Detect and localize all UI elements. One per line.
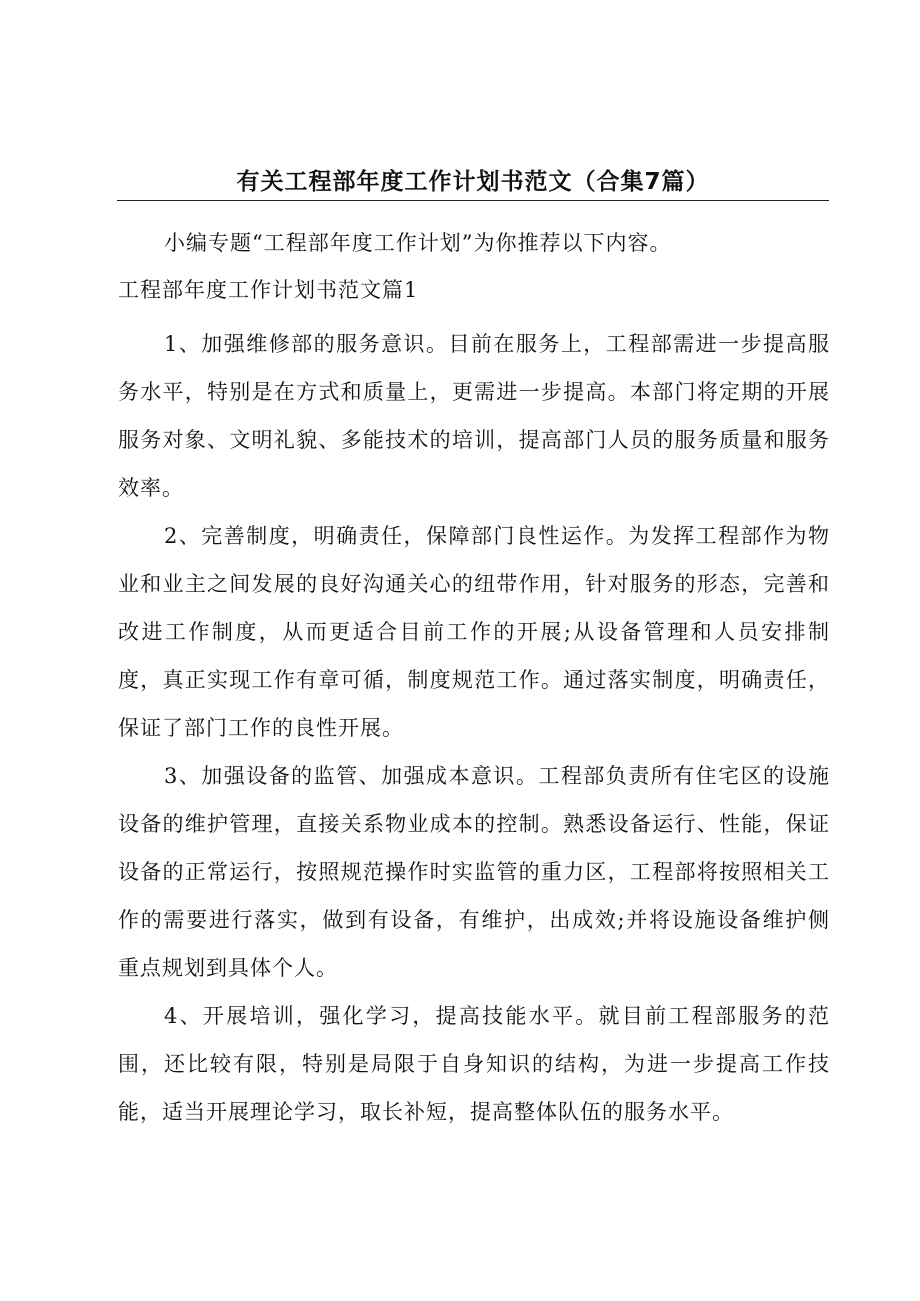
paragraph-2: 2、完善制度，明确责任，保障部门良性运作。为发挥工程部作为物业和业主之间发展的良好沟通关心的纽带作用，针对服务的形态，完善和改进工作制度，从而更适合目前工作的开展;从设备管理和人员安排制度，真正实现工作有章可循，制度规范工作。通过落实制度，明确责任，保证了部门工作的良性开展。 [118,524,830,740]
section-title: 工程部年度工作计划书范文篇1 [118,278,419,302]
document-title: 有关工程部年度工作计划书范文（合集7篇） [236,169,710,195]
paragraph-1: 1、加强维修部的服务意识。目前在服务上，工程部需进一步提高服务水平，特别是在方式和质量上，更需进一步提高。本部门将定期的开展服务对象、文明礼貌、多能技术的培训，提高部门人员的服务质量和服务效率。 [118,332,830,500]
paragraph-4: 4、开展培训，强化学习，提高技能水平。就目前工程部服务的范围，还比较有限，特别是局限于自身知识的结构，为进一步提高工作技能，适当开展理论学习，取长补短，提高整体队伍的服务水平。 [118,1004,830,1124]
paragraph-3: 3、加强设备的监管、加强成本意识。工程部负责所有住宅区的设施设备的维护管理，直接关系物业成本的控制。熟悉设备运行、性能，保证设备的正常运行，按照规范操作时实监管的重力区，工程部将按照相关工作的需要进行落实，做到有设备，有维护，出成效;并将设施设备维护侧重点规划到具体个人。 [118,764,830,980]
intro-paragraph: 小编专题“工程部年度工作计划”为你推荐以下内容。 [164,231,672,255]
title-underline [117,200,829,201]
